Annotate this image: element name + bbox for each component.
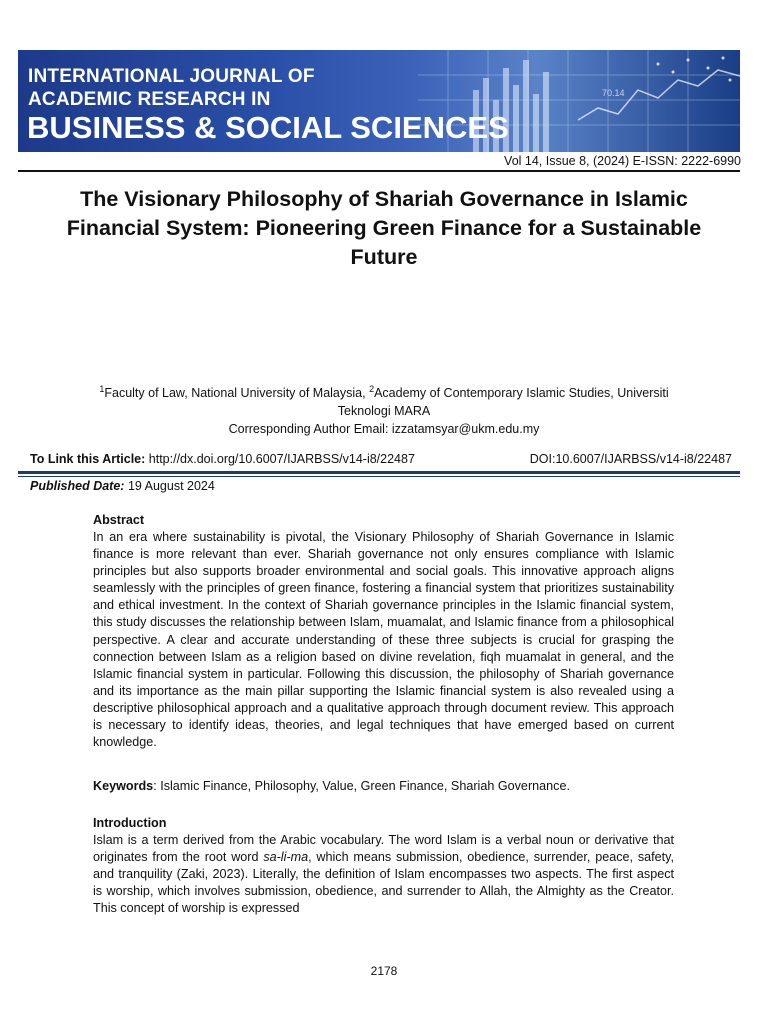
intro-text-b: , which means submission, obedience, surrender, peace, safety, and tranquility (Zaki, 2023). Literally, the definition of Islam encompasses two aspects. The first aspect is worship, which involves submission, obedience, and surrender to Allah, the Almighty as the Creator. This concept of worship is expressed xyxy=(93,850,674,916)
published-label: Published Date: xyxy=(30,479,125,493)
double-rule-thin xyxy=(18,476,740,477)
keywords-text: : Islamic Finance, Philosophy, Value, Green Finance, Shariah Governance. xyxy=(153,779,570,793)
journal-name-line3: BUSINESS & SOCIAL SCIENCES xyxy=(27,110,509,145)
journal-name-line1: INTERNATIONAL JOURNAL OF xyxy=(28,66,315,87)
article-title: The Visionary Philosophy of Shariah Governance in Islamic Financial System: Pioneering Green Finance for a Sustainable Future xyxy=(66,187,702,269)
affiliation-line xyxy=(80,380,688,420)
page-number: 2178 xyxy=(370,964,398,978)
corresponding-author: Corresponding Author Email: izzatamsyar@ukm.edu.my xyxy=(228,422,540,437)
affiliations xyxy=(80,380,688,438)
affiliation-1: Faculty of Law, National University of Malaysia, xyxy=(104,386,370,401)
article-url-link[interactable]: http://dx.doi.org/10.6007/IJARBSS/v14-i8/22487 xyxy=(145,452,415,466)
published-date-row xyxy=(30,479,215,493)
affiliation-2: Academy of Contemporary Islamic Studies, Universiti Teknologi MARA xyxy=(337,386,669,419)
keywords-label: Keywords xyxy=(93,779,154,793)
abstract-heading: Abstract xyxy=(93,513,145,527)
introduction-heading: Introduction xyxy=(93,816,167,830)
journal-banner xyxy=(18,50,740,152)
affiliation-sup-2: 2 xyxy=(369,384,375,394)
volume-info: Vol 14, Issue 8, (2024) E-ISSN: 2222-6990 xyxy=(504,154,741,168)
published-date: 19 August 2024 xyxy=(124,479,215,493)
abstract-text: In an era where sustainability is pivotal, the Visionary Philosophy of Shariah Governance in Islamic finance is more relevant than ever. Shariah governance not only ensures compliance with Islamic principles but also supports broader environmental and social goals. This innovative approach aligns seamlessly with the principles of green finance, fostering a financial system that prioritizes sustainability and ethical investment. In the context of Shariah governance principles in the Islamic financial system, this study discusses the relationship between Islam, muamalat, and Islamic finance from a philosophical perspective. A clear and accurate understanding of these three subjects is crucial for grasping the connection between Islam as a religion based on divine revelation, fiqh muamalat in general, and the Islamic financial system in particular. Following this discussion, the philosophy of Shariah governance and its importance as the main pillar supporting the Islamic financial system is also revealed using a descriptive philosophical approach and a qualitative approach through document review. This approach is necessary to identify ideas, theories, and legal techniques that have emerged based on current knowledge. xyxy=(93,530,674,750)
header-rule xyxy=(18,170,740,172)
introduction-text xyxy=(93,832,674,917)
intro-text-a: Islam is a term derived from the Arabic vocabulary. The word Islam is a verbal noun or derivative that originates from the root word xyxy=(93,833,674,865)
keywords-row xyxy=(93,778,674,795)
double-rule-thick xyxy=(18,471,740,474)
intro-text-italic: sa-li-ma xyxy=(263,850,309,865)
link-label: To Link this Article: xyxy=(30,452,146,466)
doi-link[interactable]: DOI:10.6007/IJARBSS/v14-i8/22487 xyxy=(529,452,732,466)
abstract-section xyxy=(93,529,674,751)
article-link-row xyxy=(30,452,740,466)
journal-name-line2: ACADEMIC RESEARCH IN xyxy=(28,89,271,110)
affiliation-sup-1: 1 xyxy=(99,384,105,394)
banner-graphic-text: 70.14 xyxy=(602,88,625,98)
introduction-section xyxy=(93,832,674,917)
